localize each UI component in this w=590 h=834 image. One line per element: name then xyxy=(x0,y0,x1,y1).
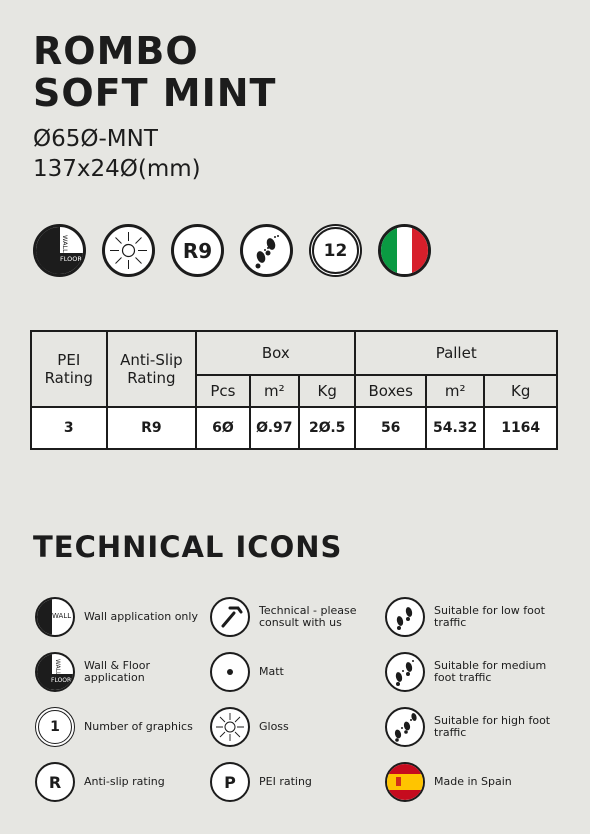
legend-pei xyxy=(210,762,379,802)
pei-icon xyxy=(210,762,250,802)
header-box-pcs: Pcs xyxy=(196,375,249,407)
anti-slip-icon xyxy=(35,762,75,802)
header-antislip: Anti-Slip Rating xyxy=(107,331,197,407)
legend-graphics-label: Number of graphics xyxy=(84,720,193,733)
number-of-graphics-icon xyxy=(35,707,75,747)
cell-pei: 3 xyxy=(31,407,107,449)
wall-floor-top-label: WALL xyxy=(54,659,61,676)
feature-badges xyxy=(33,224,431,277)
header-box-m2: m² xyxy=(250,375,299,407)
graphics-icon-label: 1 xyxy=(50,719,60,735)
product-name-line2: SOFT MINT xyxy=(33,71,277,115)
table-row xyxy=(31,407,557,449)
high-foot-traffic-icon xyxy=(385,707,425,747)
specs-table xyxy=(30,330,558,450)
wall-floor-bottom-label: FLOOR xyxy=(51,677,72,684)
legend-medium-traffic xyxy=(385,652,554,692)
wall-icon xyxy=(35,597,75,637)
header-pei: PEI Rating xyxy=(31,331,107,407)
cell-box-kg: 2Ø.5 xyxy=(299,407,355,449)
legend-pei-label: PEI rating xyxy=(259,775,312,788)
legend-anti-slip xyxy=(35,762,204,802)
cell-antislip: R9 xyxy=(107,407,197,449)
legend-gloss xyxy=(210,707,379,747)
legend-high-traffic-label: Suitable for high foot traffic xyxy=(434,714,551,739)
header-pallet-boxes: Boxes xyxy=(355,375,426,407)
legend-matt-label: Matt xyxy=(259,665,284,678)
legend-low-traffic-label: Suitable for low foot traffic xyxy=(434,604,545,629)
wall-icon-label: WALL xyxy=(52,612,72,620)
legend-technical xyxy=(210,597,379,637)
gloss-icon xyxy=(210,707,250,747)
legend-wall-label: Wall application only xyxy=(84,610,198,623)
legend-wall xyxy=(35,597,204,637)
spain-flag-icon xyxy=(385,762,425,802)
header-box-kg: Kg xyxy=(299,375,355,407)
cell-pallet-kg: 1164 xyxy=(484,407,557,449)
technical-icons-title: TECHNICAL ICONS xyxy=(33,530,343,564)
legend-medium-traffic-label: Suitable for medium foot traffic xyxy=(434,659,547,684)
legend-wall-floor-label: Wall & Floor application xyxy=(84,659,150,684)
italy-flag-icon xyxy=(378,224,431,277)
product-specs xyxy=(33,124,201,184)
header-pallet-m2: m² xyxy=(426,375,484,407)
graphics-count: 12 xyxy=(323,240,348,261)
legend-made-in-spain-label: Made in Spain xyxy=(434,775,512,788)
product-code: Ø65Ø-MNT xyxy=(33,126,158,152)
cell-box-m2: Ø.97 xyxy=(250,407,299,449)
pei-icon-label: P xyxy=(224,772,236,792)
anti-slip-badge-label: R9 xyxy=(182,238,213,263)
matt-icon xyxy=(210,652,250,692)
number-of-graphics-icon xyxy=(309,224,362,277)
legend-made-in-spain xyxy=(385,762,554,802)
legend-graphics xyxy=(35,707,204,747)
legend-matt xyxy=(210,652,379,692)
anti-slip-icon-label: R xyxy=(48,772,62,792)
wall-floor-icon xyxy=(33,224,86,277)
wall-floor-label-bottom: FLOOR xyxy=(60,255,82,263)
header-pallet: Pallet xyxy=(355,331,557,375)
wall-floor-label-top: WALL xyxy=(61,235,69,253)
wall-floor-icon xyxy=(35,652,75,692)
cell-box-pcs: 6Ø xyxy=(196,407,249,449)
anti-slip-rating-icon xyxy=(171,224,224,277)
legend-gloss-label: Gloss xyxy=(259,720,289,733)
legend-high-traffic xyxy=(385,707,554,747)
product-name-line1: ROMBO xyxy=(33,29,199,73)
medium-foot-traffic-icon xyxy=(385,652,425,692)
product-size: 137x24Ø(mm) xyxy=(33,156,201,182)
product-title xyxy=(33,30,276,114)
legend-wall-floor xyxy=(35,652,204,692)
legend-low-traffic xyxy=(385,597,554,637)
wrench-icon xyxy=(210,597,250,637)
legend-technical-label: Technical - please consult with us xyxy=(259,604,357,629)
legend-anti-slip-label: Anti-slip rating xyxy=(84,775,165,788)
cell-pallet-m2: 54.32 xyxy=(426,407,484,449)
header-box: Box xyxy=(196,331,355,375)
header-pallet-kg: Kg xyxy=(484,375,557,407)
medium-foot-traffic-icon xyxy=(240,224,293,277)
cell-pallet-boxes: 56 xyxy=(355,407,426,449)
low-foot-traffic-icon xyxy=(385,597,425,637)
gloss-icon xyxy=(102,224,155,277)
